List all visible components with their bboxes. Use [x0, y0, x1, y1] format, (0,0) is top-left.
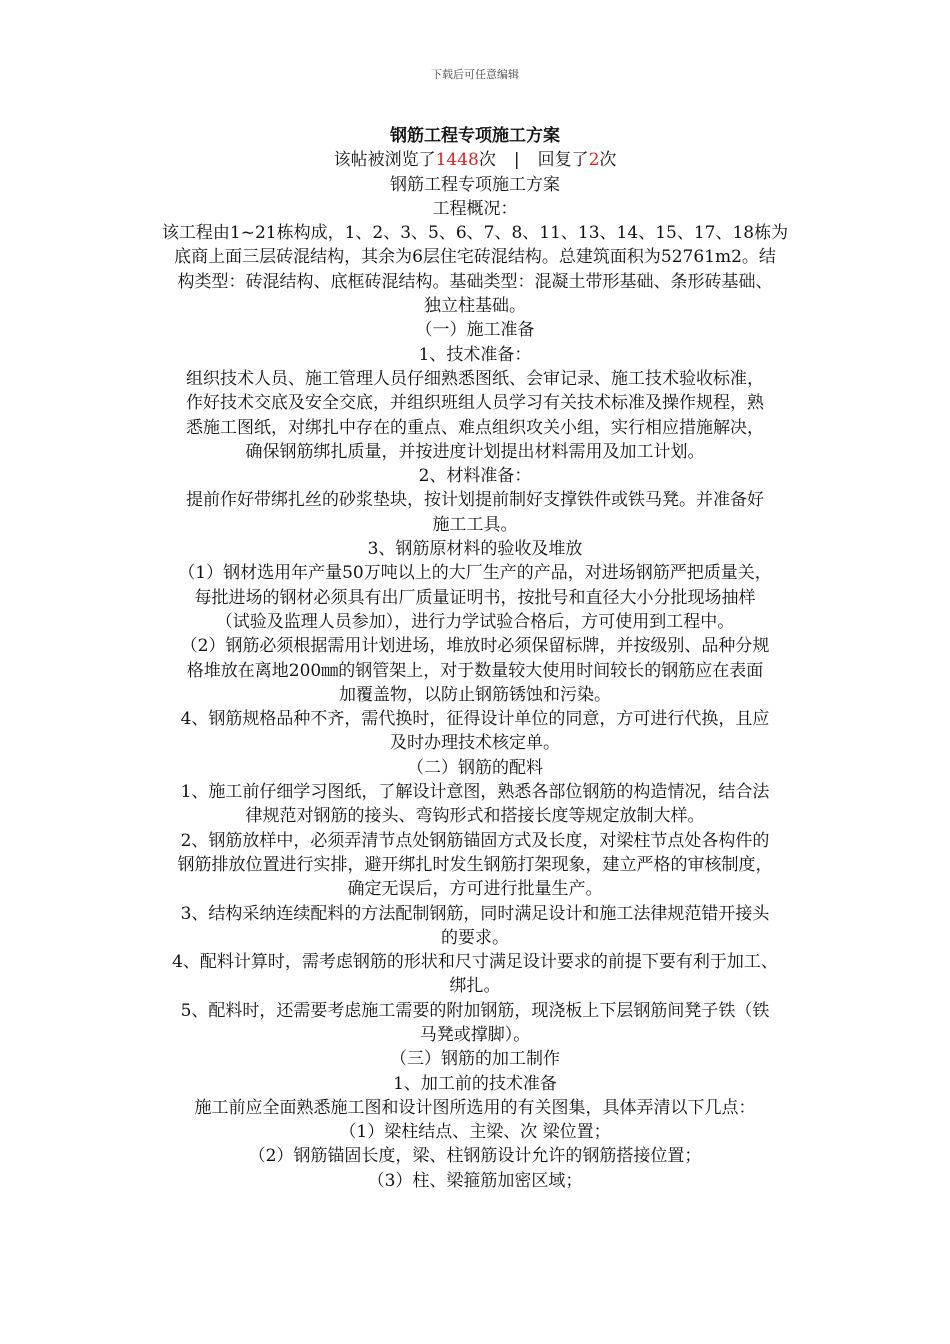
text-line: 该工程由1~21栋构成，1、2、3、5、6、7、8、11、13、14、15、17、18栋为: [161, 223, 789, 244]
text-line: 确保钢筋绑扎质量，并按进度计划提出材料需用及加工计划。: [245, 441, 705, 462]
viewed-count: 1448: [435, 150, 479, 171]
viewed-prefix: 该帖被浏览了: [333, 150, 436, 171]
text-line: 每批进场的钢材必须具有出厂质量证明书，按批号和直径大小分批现场抽样: [194, 587, 756, 608]
text-line: 1、施工前仔细学习图纸，了解设计意图，熟悉各部位钢筋的构造情况，结合法: [180, 782, 770, 803]
text-line: （1）钢材选用年产量50万吨以上的大厂生产的产品，对进场钢筋严把质量关，: [178, 563, 772, 584]
text-line: 加覆盖物，以防止钢筋锈蚀和污染。: [339, 684, 611, 705]
text-line: 施工前应全面熟悉施工图和设计图所选用的有关图集，具体弄清以下几点：: [194, 1097, 756, 1118]
text-line: 绑扎。: [449, 976, 501, 997]
text-line: 2、钢筋放样中，必须弄清节点处钢筋锚固方式及长度，对梁柱节点处各构件的: [180, 830, 770, 851]
section-heading: （一）施工准备: [415, 320, 535, 341]
text-line: 确定无误后，方可进行批量生产。: [347, 879, 603, 900]
text-line: 钢筋排放位置进行实排，避开绑扎时发生钢筋打架现象，建立严格的审核制度，: [177, 854, 773, 875]
text-line: 4、配料计算时，需考虑钢筋的形状和尺寸满足设计要求的前提下要有利于加工、: [172, 952, 778, 973]
post-stats: [140, 148, 810, 172]
text-line: 马凳或撑脚）。: [419, 1024, 531, 1045]
text-line: 底商上面三层砖混结构，其余为6层住宅砖混结构。总建筑面积为52761m2。结: [174, 247, 776, 268]
text-line: 律规范对钢筋的接头、弯钩形式和搭接长度等规定放制大样。: [245, 806, 705, 827]
text-line: （2）钢筋锚固长度，梁、柱钢筋设计允许的钢筋搭接位置；: [248, 1146, 702, 1167]
page-header-note: 下载后可任意编辑: [431, 68, 519, 81]
text-line: 作好技术交底及安全交底，并组织班组人员学习有关技术标准及操作规程，熟: [186, 393, 764, 414]
text-line: 及时办理技术核定单。: [390, 733, 560, 754]
text-line: 5、配料时，还需要考虑施工需要的附加钢筋，现浇板上下层钢筋间凳子铁（铁: [180, 1000, 770, 1021]
subsection-heading: 2、材料准备：: [418, 466, 532, 487]
section-heading: （二）钢筋的配料: [407, 757, 543, 778]
text-line: 3、结构采纳连续配料的方法配制钢筋，同时满足设计和施工法律规范错开接头: [180, 903, 770, 924]
viewed-suffix: 次: [478, 150, 496, 171]
text-line: 提前作好带绑扎丝的砂浆垫块，按计划提前制好支撑铁件或铁马凳。并准备好: [186, 490, 764, 511]
text-line: （试验及监理人员参加），进行力学试验合格后，方可使用到工程中。: [215, 611, 735, 632]
section-heading: （三）钢筋的加工制作: [390, 1049, 560, 1070]
text-line: （2）钢筋必须根据需用计划进场，堆放时必须保留标牌，并按级别、品种分规: [180, 636, 770, 657]
text-line: 施工工具。: [432, 514, 518, 535]
text-line: 悉施工图纸，对绑扎中存在的重点、难点组织攻关小组，实行相应措施解决，: [186, 417, 764, 438]
document-title: 钢筋工程专项施工方案: [390, 126, 560, 146]
subsection-heading: 3、钢筋原材料的验收及堆放: [367, 539, 583, 560]
subsection-heading: 1、加工前的技术准备: [393, 1073, 557, 1094]
text-line: 4、钢筋规格品种不齐，需代换时，征得设计单位的同意，方可进行代换，且应: [180, 709, 770, 730]
reply-suffix: 次: [599, 150, 617, 171]
text-line: （1）梁柱结点、主梁、次 梁位置；: [339, 1122, 611, 1143]
document-body: [140, 124, 810, 1193]
text-line: 组织技术人员、施工管理人员仔细熟悉图纸、会审记录、施工技术验收标准，: [186, 368, 764, 389]
text-line: 格堆放在离地200㎜的钢管架上，对于数量较大使用时间较长的钢筋应在表面: [186, 660, 764, 681]
text-line: 的要求。: [441, 927, 509, 948]
reply-count: 2: [588, 150, 600, 171]
reply-prefix: 回复了: [537, 150, 589, 171]
text-line: 工程概况：: [432, 198, 518, 219]
text-line: （3）柱、梁箍筋加密区域；: [367, 1170, 583, 1191]
stats-separator: |: [513, 150, 520, 171]
text-line: 钢筋工程专项施工方案: [390, 174, 560, 195]
text-line: 独立柱基础。: [424, 296, 526, 317]
text-line: 构类型：砖混结构、底框砖混结构。基础类型：混凝土带形基础、条形砖基础、: [177, 271, 773, 292]
subsection-heading: 1、技术准备：: [418, 344, 532, 365]
